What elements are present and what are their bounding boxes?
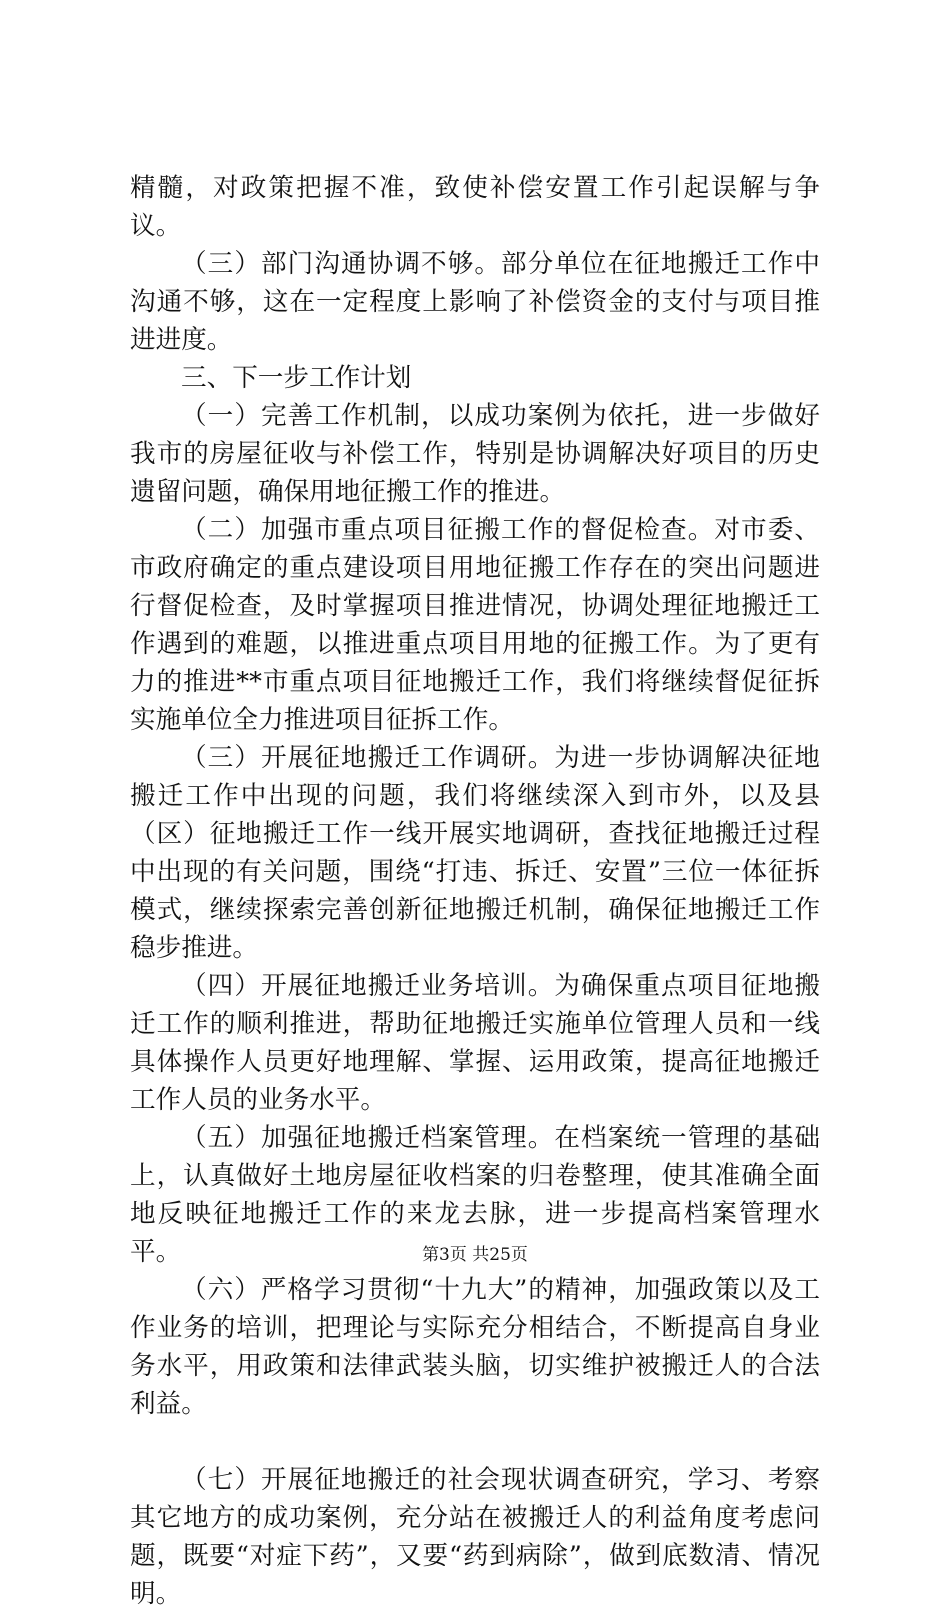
paragraph-plan-6: （六）严格学习贯彻“十九大”的精神，加强政策以及工作业务的培训，把理论与实际充分相结合，不断提高自身业务水平，用政策和法律武装头脑，切实维护被搬迁人的合法利益。: [130, 1275, 820, 1419]
section-heading-next-steps: 三、下一步工作计划: [181, 363, 412, 393]
paragraph-plan-3: （三）开展征地搬迁工作调研。为进一步协调解决征地搬迁工作中出现的问题，我们将继续深入到市外，以及县（区）征地搬迁工作一线开展实地调研，查找征地搬迁过程中出现的有关问题，围绕“打违、拆迁、安置”三位一体征拆模式，继续探索完善创新征地搬迁机制，确保征地搬迁工作稳步推进。: [130, 743, 820, 963]
paragraph-continuation: 精髓，对政策把握不准，致使补偿安置工作引起误解与争议。: [130, 173, 820, 241]
paragraph-plan-4: （四）开展征地搬迁业务培训。为确保重点项目征地搬迁工作的顺利推进，帮助征地搬迁实施单位管理人员和一线具体操作人员更好地理解、掌握、运用政策，提高征地搬迁工作人员的业务水平。: [130, 971, 820, 1115]
paragraph-plan-1: （一）完善工作机制，以成功案例为依托，进一步做好我市的房屋征收与补偿工作，特别是协调解决好项目的历史遗留问题，确保用地征搬工作的推进。: [130, 401, 820, 507]
paragraph-plan-2: （二）加强市重点项目征搬工作的督促检查。对市委、市政府确定的重点建设项目用地征搬工作存在的突出问题进行督促检查，及时掌握项目推进情况，协调处理征地搬迁工作遇到的难题，以推进重点项目用地的征搬工作。为了更有力的推进**市重点项目征地搬迁工作，我们将继续督促征拆实施单位全力推进项目征拆工作。: [130, 515, 820, 735]
page-number-footer: 第3页 共25页: [422, 1245, 528, 1265]
paragraph-plan-7: （七）开展征地搬迁的社会现状调查研究，学习、考察其它地方的成功案例，充分站在被搬迁人的利益角度考虑问题，既要“对症下药”，又要“药到病除”，做到底数清、情况明。: [130, 1465, 820, 1609]
paragraph-plan-5: （五）加强征地搬迁档案管理。在档案统一管理的基础上，认真做好土地房屋征收档案的归卷整理，使其准确全面地反映征地搬迁工作的来龙去脉，进一步提高档案管理水平。: [130, 1123, 820, 1267]
document-body: [130, 169, 820, 1613]
paragraph-issue-3: （三）部门沟通协调不够。部分单位在征地搬迁工作中沟通不够，这在一定程度上影响了补偿资金的支付与项目推进进度。: [130, 249, 820, 355]
